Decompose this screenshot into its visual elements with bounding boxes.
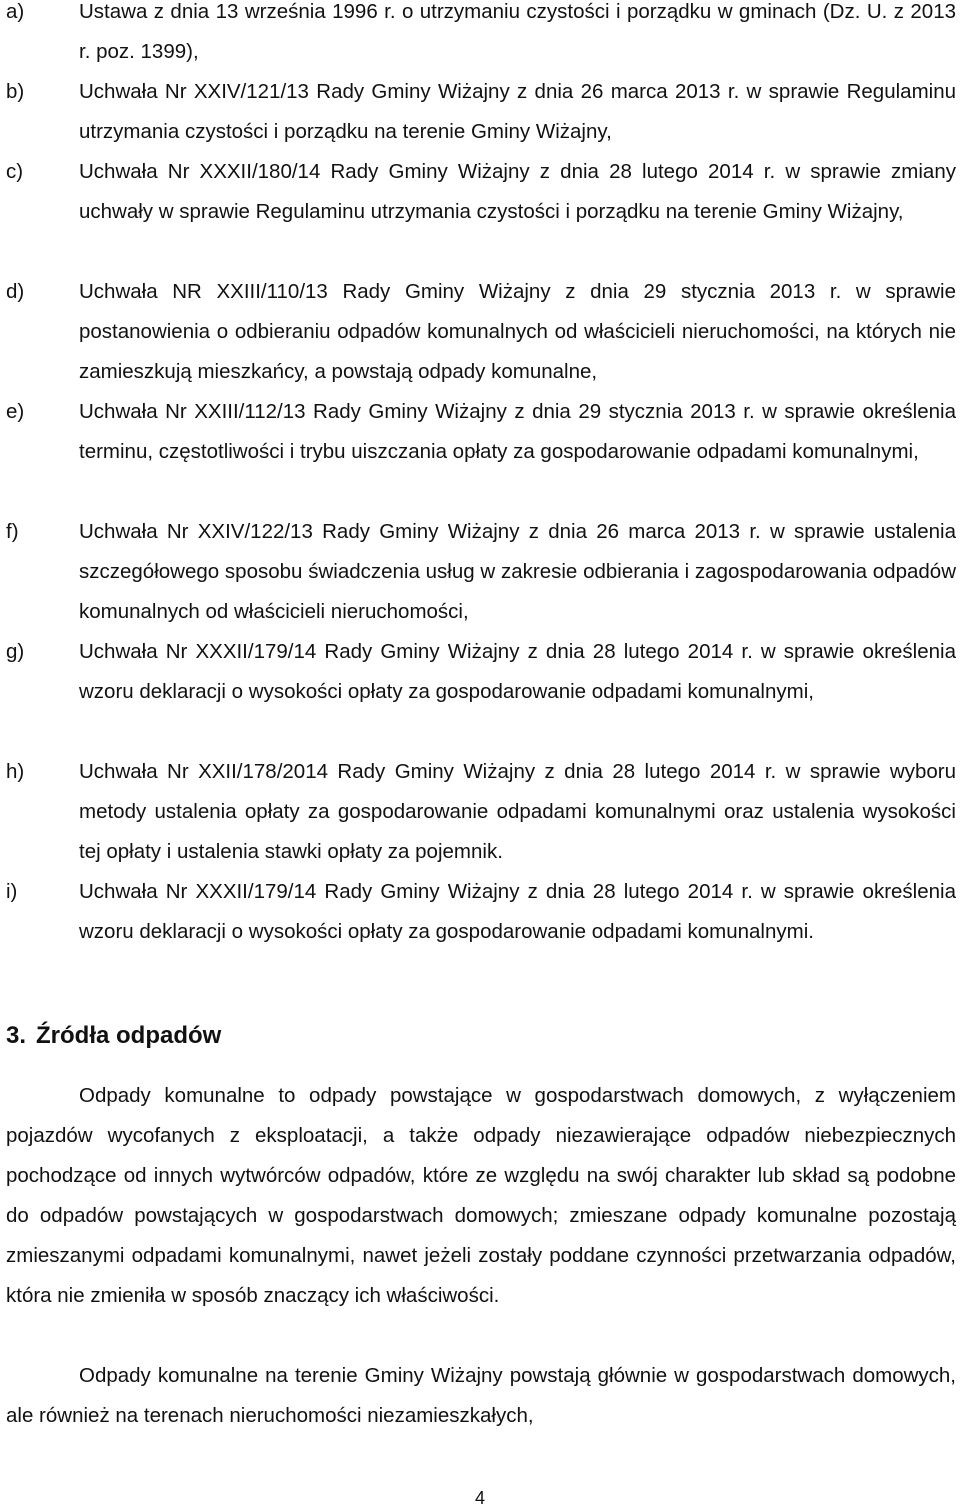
list-item-text: Uchwała NR XXIII/110/13 Rady Gminy Wiżajny z dnia 29 stycznia 2013 r. w sprawie postanowienia o odbieraniu odpadów komunalnych od właścicieli nieruchomości, na których nie zamieszkują mieszkańcy, a powstają odpady komunalne, — [79, 280, 956, 383]
list-marker: b) — [6, 80, 25, 103]
section-number: 3. — [6, 1022, 27, 1049]
list-item-b — [6, 72, 956, 152]
list-marker: h) — [6, 760, 25, 783]
section-heading — [6, 1016, 221, 1056]
list-item-text: Uchwała Nr XXIV/121/13 Rady Gminy Wiżajny z dnia 26 marca 2013 r. w sprawie Regulaminu utrzymania czystości i porządku na terenie Gminy Wiżajny, — [79, 80, 956, 143]
list-item-text: Uchwała Nr XXIV/122/13 Rady Gminy Wiżajny z dnia 26 marca 2013 r. w sprawie ustalenia szczegółowego sposobu świadczenia usług w zakresie odbierania i zagospodarowania odpadów komunalnych od właścicieli nieruchomości, — [79, 520, 956, 623]
list-item-e — [6, 392, 956, 472]
list-marker: i) — [6, 880, 18, 903]
paragraph-sources: Odpady komunalne na terenie Gminy Wiżajny powstają głównie w gospodarstwach domowych, ale również na terenach nieruchomości niezamieszkałych, — [6, 1364, 956, 1427]
list-marker: c) — [6, 160, 24, 183]
section-title: Źródła odpadów — [36, 1022, 222, 1049]
list-item-text: Uchwała Nr XXXII/179/14 Rady Gminy Wiżajny z dnia 28 lutego 2014 r. w sprawie określenia wzoru deklaracji o wysokości opłaty za gospodarowanie odpadami komunalnymi. — [79, 880, 956, 943]
list-item-text: Uchwała Nr XXXII/179/14 Rady Gminy Wiżajny z dnia 28 lutego 2014 r. w sprawie określenia wzoru deklaracji o wysokości opłaty za gospodarowanie odpadami komunalnymi, — [79, 640, 956, 703]
list-item-text: Uchwała Nr XXII/178/2014 Rady Gminy Wiżajny z dnia 28 lutego 2014 r. w sprawie wyboru metody ustalenia opłaty za gospodarowanie odpadami komunalnymi oraz ustalenia wysokości tej opłaty i ustalenia stawki opłaty za pojemnik. — [79, 760, 956, 863]
list-marker: a) — [6, 0, 25, 23]
list-item-f — [6, 512, 956, 632]
list-marker: g) — [6, 640, 25, 663]
list-item-d — [6, 272, 956, 392]
list-item-c — [6, 152, 956, 232]
list-marker: d) — [6, 280, 25, 303]
list-marker: e) — [6, 400, 25, 423]
list-marker: f) — [6, 520, 19, 543]
list-item-h — [6, 752, 956, 872]
list-item-text: Uchwała Nr XXXII/180/14 Rady Gminy Wiżajny z dnia 28 lutego 2014 r. w sprawie zmiany uchwały w sprawie Regulaminu utrzymania czystości i porządku na terenie Gminy Wiżajny, — [79, 160, 956, 223]
list-item-i — [6, 872, 956, 952]
page-number: 4 — [474, 1488, 485, 1508]
paragraph-definition: Odpady komunalne to odpady powstające w gospodarstwach domowych, z wyłączeniem pojazdów wycofanych z eksploatacji, a także odpady niezawierające odpadów niebezpiecznych pochodzące od innych wytwórców odpadów, które ze względu na swój charakter lub skład są podobne do odpadów powstających w gospodarstwach domowych; zmieszane odpady komunalne pozostają zmieszanymi odpadami komunalnymi, nawet jeżeli zostały poddane czynności przetwarzania odpadów, która nie zmieniła w sposób znaczący ich właściwości. — [6, 1084, 956, 1307]
list-item-text: Uchwała Nr XXIII/112/13 Rady Gminy Wiżajny z dnia 29 stycznia 2013 r. w sprawie określenia terminu, częstotliwości i trybu uiszczania opłaty za gospodarowanie odpadami komunalnymi, — [79, 400, 956, 463]
list-item-g — [6, 632, 956, 712]
list-item-text: Ustawa z dnia 13 września 1996 r. o utrzymaniu czystości i porządku w gminach (Dz. U. z 2013 r. poz. 1399), — [79, 0, 956, 63]
list-item-a — [6, 0, 956, 72]
